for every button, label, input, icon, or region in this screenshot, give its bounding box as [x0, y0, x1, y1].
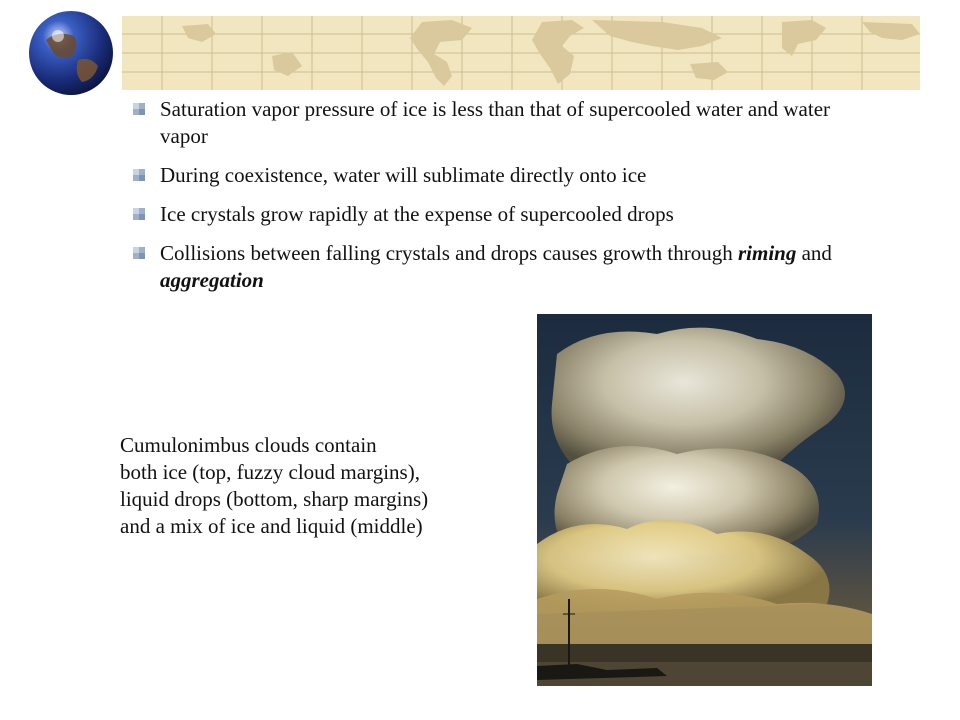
bullet-text: Saturation vapor pressure of ice is less than that of supercooled water and water vapor — [160, 97, 831, 148]
bullet-item — [132, 240, 852, 294]
bullet-square-icon — [132, 246, 146, 260]
bullet-text: Ice crystals grow rapidly at the expense of supercooled drops — [160, 202, 674, 226]
bullet-square-icon — [132, 168, 146, 182]
bullet-item — [132, 96, 852, 150]
world-map-banner — [122, 16, 920, 90]
bullet-text: During coexistence, water will sublimate directly onto ice — [160, 163, 647, 187]
bullet-square-icon — [132, 207, 146, 221]
bullet-text-part: and — [796, 241, 832, 265]
caption-line: liquid drops (bottom, sharp margins) — [120, 487, 429, 511]
emphasis-aggregation: aggregation — [160, 268, 264, 292]
emphasis-riming: riming — [737, 241, 797, 265]
caption-line: Cumulonimbus clouds contain — [120, 433, 377, 457]
bullet-list — [132, 96, 852, 306]
bullet-item — [132, 162, 852, 189]
bullet-text-part: Collisions between falling crystals and drops causes growth through — [160, 241, 738, 265]
bullet-square-icon — [132, 102, 146, 116]
bullet-text — [160, 240, 852, 294]
caption-line: both ice (top, fuzzy cloud margins), — [120, 460, 420, 484]
photo-caption — [120, 432, 540, 540]
cumulonimbus-cloud-photo — [537, 314, 872, 686]
caption-line: and a mix of ice and liquid (middle) — [120, 514, 423, 538]
bullet-item — [132, 201, 852, 228]
globe-icon — [28, 10, 114, 96]
